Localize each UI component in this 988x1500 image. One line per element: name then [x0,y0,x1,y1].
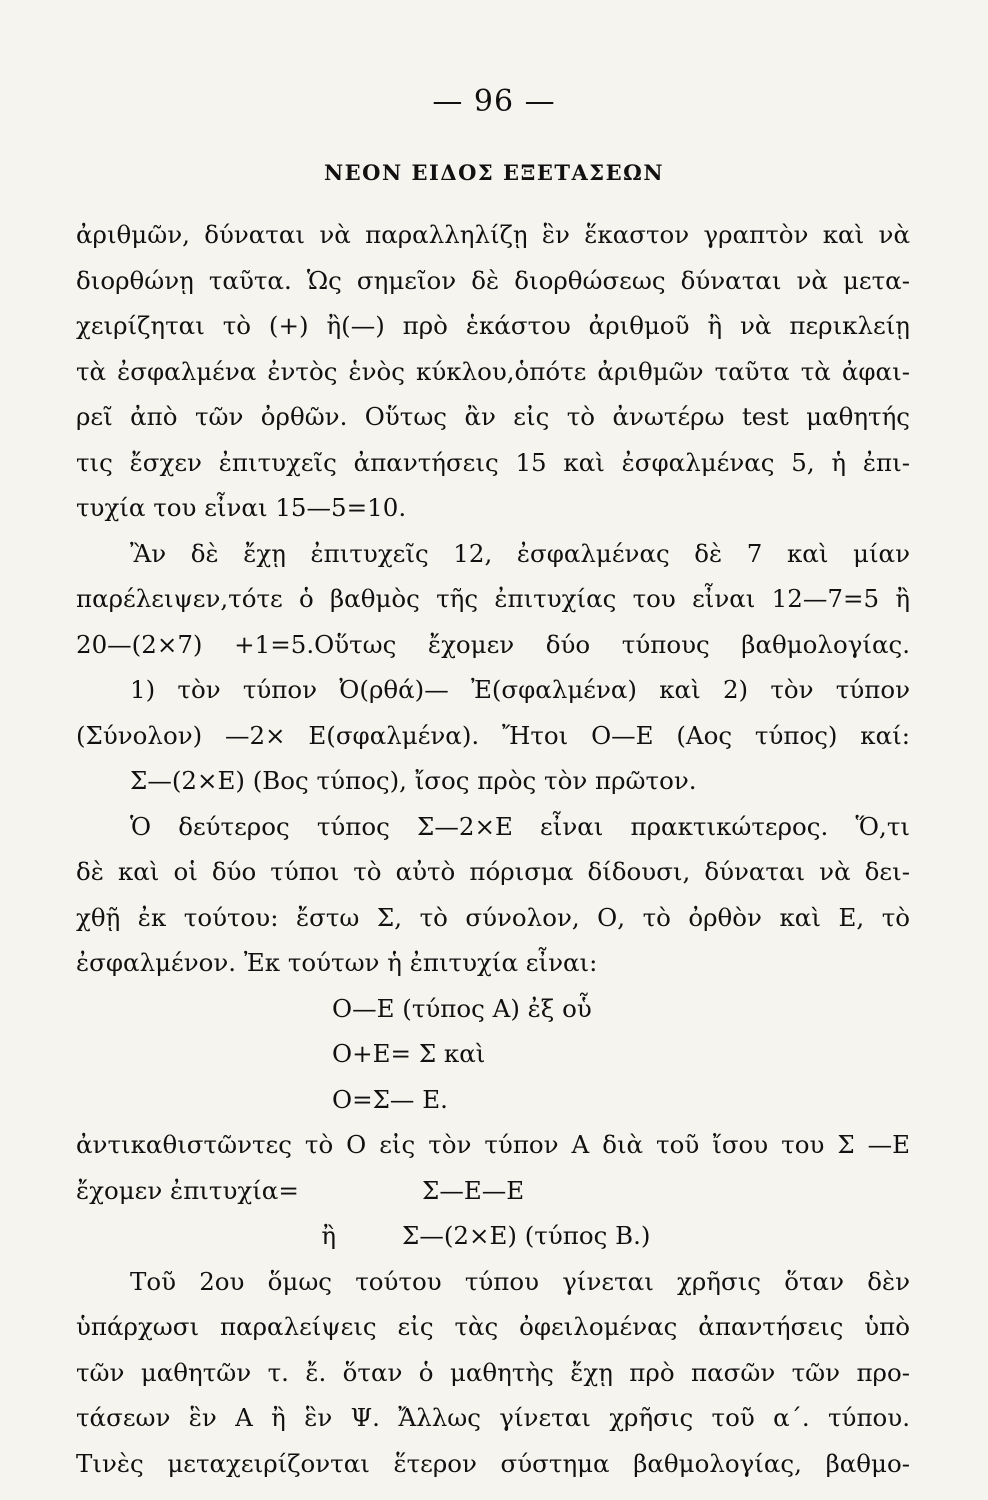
text-line: δὲ καὶ οἱ δύο τύποι τὸ αὐτὸ πόρισμα δίδουσι, δύναται νὰ δει- [76,857,910,886]
page-number: — 96 — [432,84,556,119]
text-line: χθῇ ἐκ τούτου: ἔστω Σ, τὸ σύνολον, Ο, τὸ ὀρθὸν καὶ Ε, τὸ [76,902,910,932]
page-body [76,212,910,1486]
equation: Σ—(2×Ε) (τύπος Β.) [402,1221,651,1250]
text-line: διορθώνῃ ταῦτα. Ὡς σημεῖον δὲ διορθώσεως δύναται νὰ μετα- [76,265,910,295]
text-line: ὑπάρχωσι παραλείψεις εἰς τὰς ὀφειλομένας ἀπαντήσεις ὑπὸ [76,1312,910,1341]
equation: Σ—Ε—Ε [422,1175,525,1205]
equation-label: ἢ [321,1221,336,1250]
running-heading: ΝΕΟΝ ΕΙΔΟΣ ΕΞΕΤΑΣΕΩΝ [323,160,665,185]
text-line: Ὁ δεύτερος τύπος Σ—2×Ε εἶναι πρακτικώτερος. Ὅ,τι [130,811,910,841]
equation-row [76,1168,910,1214]
equation-row [76,1213,910,1259]
text-line: ρεῖ ἀπὸ τῶν ὀρθῶν. Οὕτως ἂν εἰς τὸ ἀνωτέρω test μαθητής [76,402,910,431]
text-line: Τινὲς μεταχειρίζονται ἕτερον σύστημα βαθμολογίας, βαθμο- [76,1448,910,1478]
text-line: ἀντικαθιστῶντες τὸ Ο εἰς τὸν τύπον Α διὰ τοῦ ἴσου του Σ —Ε [76,1130,910,1159]
text-line: ἀριθμῶν, δύναται νὰ παραλληλίζῃ ἓν ἕκαστον γραπτὸν καὶ νὰ [76,220,910,249]
text-line: τῶν μαθητῶν τ. ἔ. ὅταν ὁ μαθητὴς ἔχῃ πρὸ πασῶν τῶν προ- [76,1357,910,1387]
text-line: (Σύνολον) —2× Ε(σφαλμένα). Ἤτοι Ο—Ε (Αος τύπος) καί: [76,720,910,750]
text-line: Ἂν δὲ ἔχῃ ἐπιτυχεῖς 12, ἐσφαλμένας δὲ 7 καὶ μίαν [130,538,910,568]
text-line: τις ἔσχεν ἐπιτυχεῖς ἀπαντήσεις 15 καὶ ἐσφαλμένας 5, ἡ ἐπι- [76,447,910,477]
text-line: τάσεων ἓν Α ἢ ἓν Ψ. Ἄλλως γίνεται χρῆσις τοῦ α΄. τύπου. [76,1403,910,1432]
text-line: τυχία του εἶναι 15—5=10. [76,493,407,522]
text-line: 1) τὸν τύπον Ὀ(ρθά)— Ἐ(σφαλμένα) καὶ 2) τὸν τύπον [130,675,910,704]
text-line: ἐσφαλμένον. Ἐκ τούτων ἡ ἐπιτυχία εἶναι: [76,948,598,977]
equation-line: Ο—Ε (τύπος Α) ἐξ οὗ [332,993,592,1023]
text-line: 20—(2×7) +1=5.Οὕτως ἔχομεν δύο τύπους βαθμολογίας. [76,629,910,659]
text-line: Σ—(2×Ε) (Βος τύπος), ἴσος πρὸς τὸν πρῶτον. [130,766,697,795]
equation-label: ἔχομεν ἐπιτυχία= [76,1175,299,1205]
text-line: Τοῦ 2ου ὅμως τούτου τύπου γίνεται χρῆσις ὅταν δὲν [130,1266,910,1296]
equation-line: Ο+Ε= Σ καὶ [332,1039,486,1068]
text-line: παρέλειψεν,τότε ὁ βαθμὸς τῆς ἐπιτυχίας του εἶναι 12—7=5 ἢ [76,584,910,613]
text-line: χειρίζηται τὸ (+) ἢ(—) πρὸ ἑκάστου ἀριθμοῦ ἢ νὰ περικλείῃ [76,311,910,340]
equation-line: Ο=Σ— Ε. [332,1084,448,1114]
text-line: τὰ ἐσφαλμένα ἐντὸς ἑνὸς κύκλου,ὁπότε ἀριθμῶν ταῦτα τὰ ἀφαι- [76,356,910,386]
